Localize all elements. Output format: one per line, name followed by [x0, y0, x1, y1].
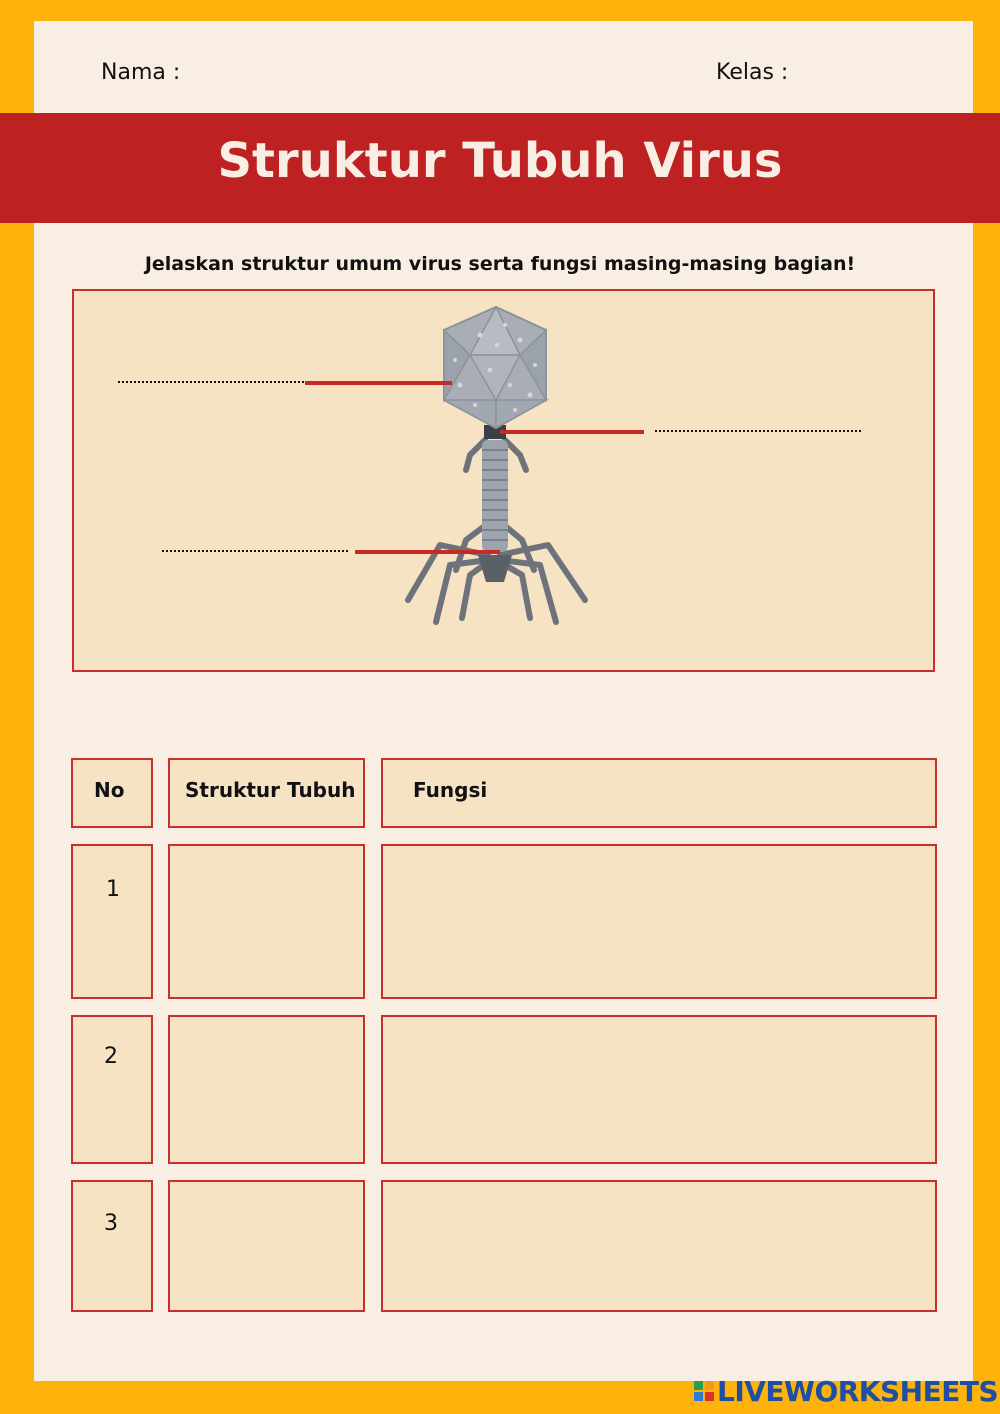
- instruction-text: Jelaskan struktur umum virus serta fungsi masing-masing bagian!: [144, 253, 856, 275]
- row-2-function-input[interactable]: [381, 1015, 937, 1164]
- name-label: Nama :: [101, 60, 181, 85]
- row-2-structure-input[interactable]: [168, 1015, 365, 1164]
- bacteriophage-illustration: [0, 0, 1000, 700]
- row-1-number: 1: [106, 877, 120, 902]
- capsid-head: [444, 307, 546, 428]
- row-1-function-input[interactable]: [381, 844, 937, 999]
- header-function: Fungsi: [413, 778, 488, 802]
- row-3-function-input[interactable]: [381, 1180, 937, 1312]
- row-1-no-cell: [71, 844, 153, 999]
- base-plate: [478, 555, 512, 582]
- header-no: No: [94, 778, 125, 802]
- logo-blocks-icon: [694, 1381, 714, 1401]
- row-2-number: 2: [104, 1044, 118, 1069]
- row-1-structure-input[interactable]: [168, 844, 365, 999]
- row-3-structure-input[interactable]: [168, 1180, 365, 1312]
- liveworksheets-logo[interactable]: [694, 1374, 998, 1408]
- header-structure: Struktur Tubuh: [185, 778, 356, 802]
- row-3-no-cell: [71, 1180, 153, 1312]
- row-3-number: 3: [104, 1211, 118, 1236]
- logo-text: LIVEWORKSHEETS: [717, 1374, 999, 1408]
- tail-sheath: [482, 440, 508, 552]
- page-title: Struktur Tubuh Virus: [217, 133, 783, 189]
- row-2-no-cell: [71, 1015, 153, 1164]
- class-label: Kelas :: [716, 60, 789, 85]
